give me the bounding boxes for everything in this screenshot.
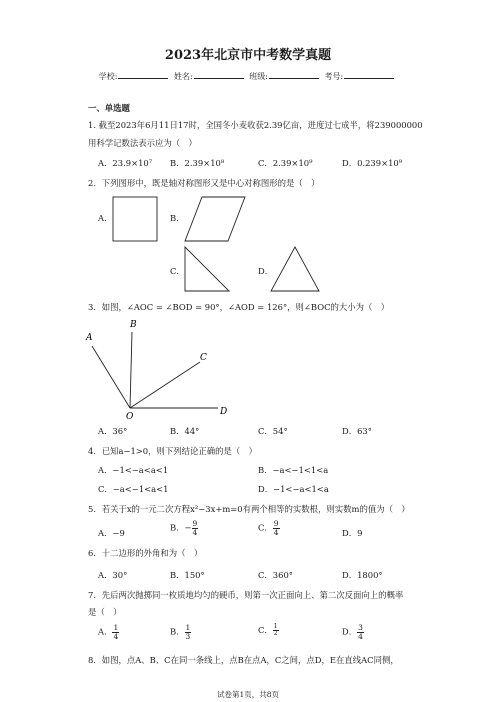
q5-option-d[interactable]: D．9 [342, 528, 363, 538]
class-field[interactable] [269, 70, 319, 79]
fraction-numerator: 1 [185, 623, 191, 632]
q7-option-a-prefix: A． [98, 626, 113, 637]
q5-stem: 5．若关于x的一元二次方程x²−3x+m=0有两个相等的实数根，则实数m的值为（ ） [88, 504, 410, 514]
q2-option-a[interactable]: A． [98, 213, 113, 223]
q6-option-a[interactable]: A．30° [98, 570, 128, 580]
q7-option-b-fraction [185, 624, 192, 640]
q8-stem: 8．如图，点A、B、C在同一条线上，点B在点A，C之间，点D，E在直线AC同侧， [88, 655, 399, 665]
q7-option-d-fraction [357, 624, 364, 640]
q7-option-c-fraction [273, 624, 279, 637]
q3-label-a: A [86, 333, 93, 343]
fraction-denominator: 4 [113, 631, 119, 641]
q4-option-a[interactable]: A．−1<−a<a<1 [98, 465, 169, 475]
q4-option-b[interactable]: B．−a<−1<1<a [258, 465, 329, 475]
fraction-numerator: 3 [358, 623, 363, 632]
q2-parallelogram-figure [184, 196, 246, 242]
q5-option-b[interactable] [170, 520, 198, 536]
q7-option-b[interactable] [170, 624, 191, 640]
q5-option-b-fraction [192, 520, 199, 536]
fraction-numerator: 9 [192, 519, 198, 528]
q2-square-figure [112, 196, 158, 242]
q4-option-c[interactable]: C．−a<−1<a<1 [98, 484, 169, 494]
q1-stem-line2: 用科学记数法表示应为（ ） [88, 138, 197, 148]
fraction-numerator: 1 [273, 623, 278, 630]
name-label: 姓名: [174, 72, 193, 81]
fraction-numerator: 9 [273, 519, 279, 528]
q1-stem-line1: 1. 截至2023年6月11日17时，全国冬小麦收获2.39亿亩，进度过七成半，将239000000 [88, 120, 423, 130]
page-title: 2023年北京市中考数学真题 [164, 48, 332, 63]
q2-equilateral-triangle-figure [270, 246, 320, 292]
q6-option-c[interactable]: C．360° [258, 570, 293, 580]
q7-option-d[interactable] [342, 624, 364, 640]
q3-option-c[interactable]: C．54° [258, 426, 288, 436]
q3-label-c: C [200, 353, 207, 363]
q2-option-b[interactable]: B． [170, 213, 185, 223]
page-footer: 试卷第1页，共8页 [216, 690, 280, 699]
fraction-denominator: 2 [273, 630, 278, 637]
q5-option-c-fraction [273, 520, 280, 536]
class-label: 班级: [249, 72, 268, 81]
q2-option-c[interactable]: C． [170, 266, 185, 276]
q3-angle-figure [86, 318, 236, 420]
q1-option-d[interactable]: D．0.239×10⁹ [342, 158, 403, 168]
q3-option-d[interactable]: D．63° [342, 426, 372, 436]
q3-option-b[interactable]: B．44° [170, 426, 200, 436]
fraction-denominator: 3 [185, 631, 191, 641]
student-info-line [0, 70, 496, 82]
q5-option-a[interactable]: A．−9 [98, 528, 125, 538]
q5-option-b-prefix: B．− [170, 522, 192, 533]
q7-option-b-prefix: B． [170, 626, 185, 637]
q5-option-c-prefix: C． [258, 522, 273, 533]
q3-label-o: O [126, 412, 134, 422]
q2-right-triangle-figure [184, 246, 230, 292]
fraction-denominator: 4 [273, 527, 279, 537]
q5-option-c[interactable] [258, 520, 280, 536]
fraction-numerator: 1 [113, 623, 119, 632]
q4-stem: 4．已知a−1>0，则下列结论正确的是（ ） [88, 446, 258, 456]
q2-stem: 2．下列图形中，既是轴对称图形又是中心对称图形的是（ ） [88, 178, 320, 188]
q7-option-c-prefix: C． [258, 625, 273, 635]
q1-option-c[interactable]: C．2.39×10⁹ [258, 158, 313, 168]
fraction-denominator: 4 [358, 631, 363, 641]
q2-option-d[interactable]: D． [258, 266, 274, 276]
name-field[interactable] [194, 70, 244, 79]
q6-option-b[interactable]: B．150° [170, 570, 205, 580]
q1-option-a[interactable]: A．23.9×10⁷ [98, 158, 153, 168]
q7-stem-line1: 7．先后两次抛掷同一枚质地均匀的硬币，则第一次正面向上、第二次反面向上的概率 [88, 590, 404, 600]
q7-option-d-prefix: D． [342, 626, 358, 637]
exam-no-field[interactable] [344, 70, 394, 79]
q6-option-d[interactable]: D．1800° [342, 570, 383, 580]
q1-option-b[interactable]: B．2.39×10⁸ [170, 158, 225, 168]
section-heading: 一、单选题 [88, 103, 130, 113]
q3-option-a[interactable]: A．36° [98, 426, 128, 436]
school-field[interactable] [118, 70, 168, 79]
fraction-denominator: 4 [192, 527, 198, 537]
q7-stem-line2: 是（ ） [88, 607, 122, 617]
q7-option-a[interactable] [98, 624, 119, 640]
q3-stem: 3．如图，∠AOC = ∠BOD = 90°，∠AOD = 126°，则∠BOC的大小为（ ） [88, 302, 390, 312]
q3-label-d: D [220, 407, 228, 417]
exam-no-label: 考号: [324, 72, 344, 81]
q7-option-c[interactable] [258, 624, 279, 637]
q3-label-b: B [130, 320, 137, 330]
q7-option-a-fraction [112, 624, 119, 640]
school-label: 学校: [98, 72, 118, 81]
q6-stem: 6．十二边形的外角和为（ ） [88, 548, 203, 558]
q4-option-d[interactable]: D．−1<−a<1<a [258, 484, 329, 494]
